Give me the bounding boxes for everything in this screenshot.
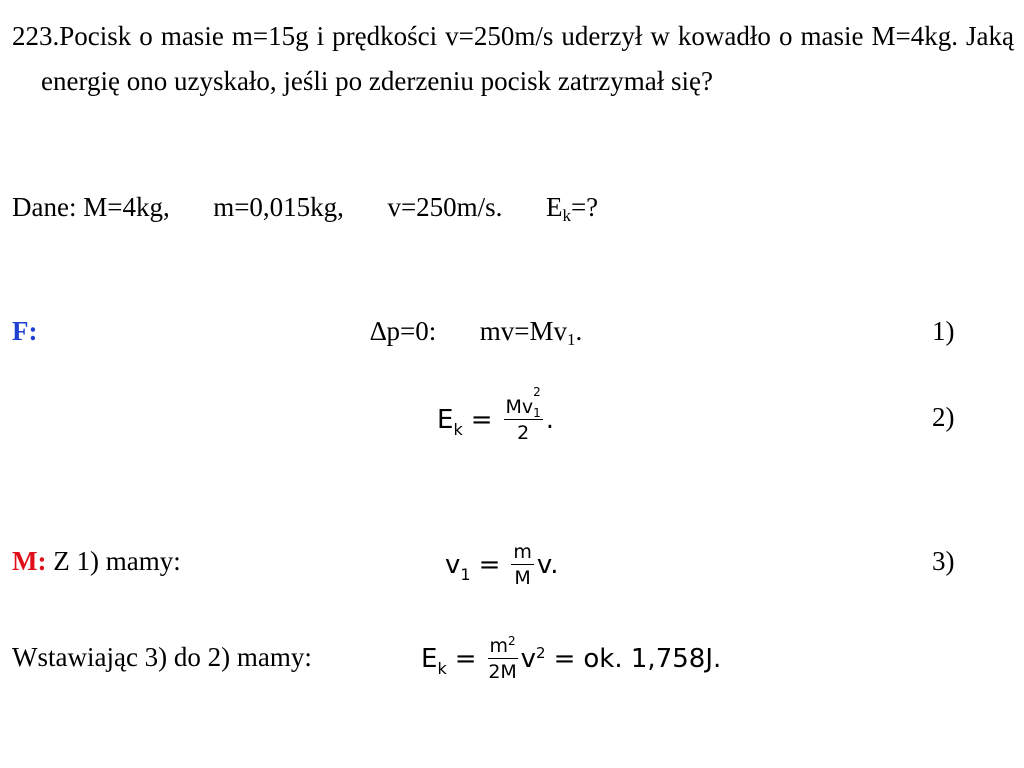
math-step-line [12, 546, 181, 577]
energy-equation: $E_k$ = Mv 2 $_1$ 2 . [437, 385, 555, 444]
result-equation: $E_k$ = $\frac{m^2}{2M}$ $v^2$ = ok. 1,758J. [421, 634, 722, 683]
equation-number-1: 1) [932, 316, 955, 346]
physics-label: F: [12, 316, 38, 346]
momentum-equation [370, 316, 582, 347]
momentum-condition: ∆p=0: [370, 316, 437, 346]
math-step-text: Z 1) mamy: [53, 546, 181, 576]
velocity-fraction: $\frac{m}{M}$ [513, 541, 532, 589]
result-text: Wstawiając 3) do 2) mamy: [12, 642, 312, 672]
given-v: v=250m/s. [387, 192, 503, 222]
energy-fraction: Mv 2 $_1$ 2 [505, 385, 541, 444]
equation-number-2: 2) [932, 402, 955, 432]
result-value: ok. 1,758J. [583, 644, 722, 674]
given-prefix: Dane: M=4kg, [12, 192, 170, 222]
momentum-conservation: $mv=Mv_1$. [479, 316, 583, 349]
equation-number-3: 3) [932, 546, 955, 576]
math-label: M: [12, 546, 47, 576]
problem-statement [12, 14, 1014, 104]
given-m: m=0,015kg, [213, 192, 344, 222]
given-ek: $E_k=$? [545, 192, 599, 225]
result-fraction: $\frac{m^2}{2M}$ [488, 634, 517, 683]
given-data [12, 192, 598, 223]
problem-text: 223.Pocisk o masie m=15g i prędkości v=250m/s uderzył w kowadło o masie M=4kg. Jaką energię ono uzyskało, jeśli po zderzeniu pocisk zatrzymał się? [12, 21, 1014, 96]
velocity-equation: $v_1$ = $\frac{m}{M}$ v. [445, 541, 559, 589]
